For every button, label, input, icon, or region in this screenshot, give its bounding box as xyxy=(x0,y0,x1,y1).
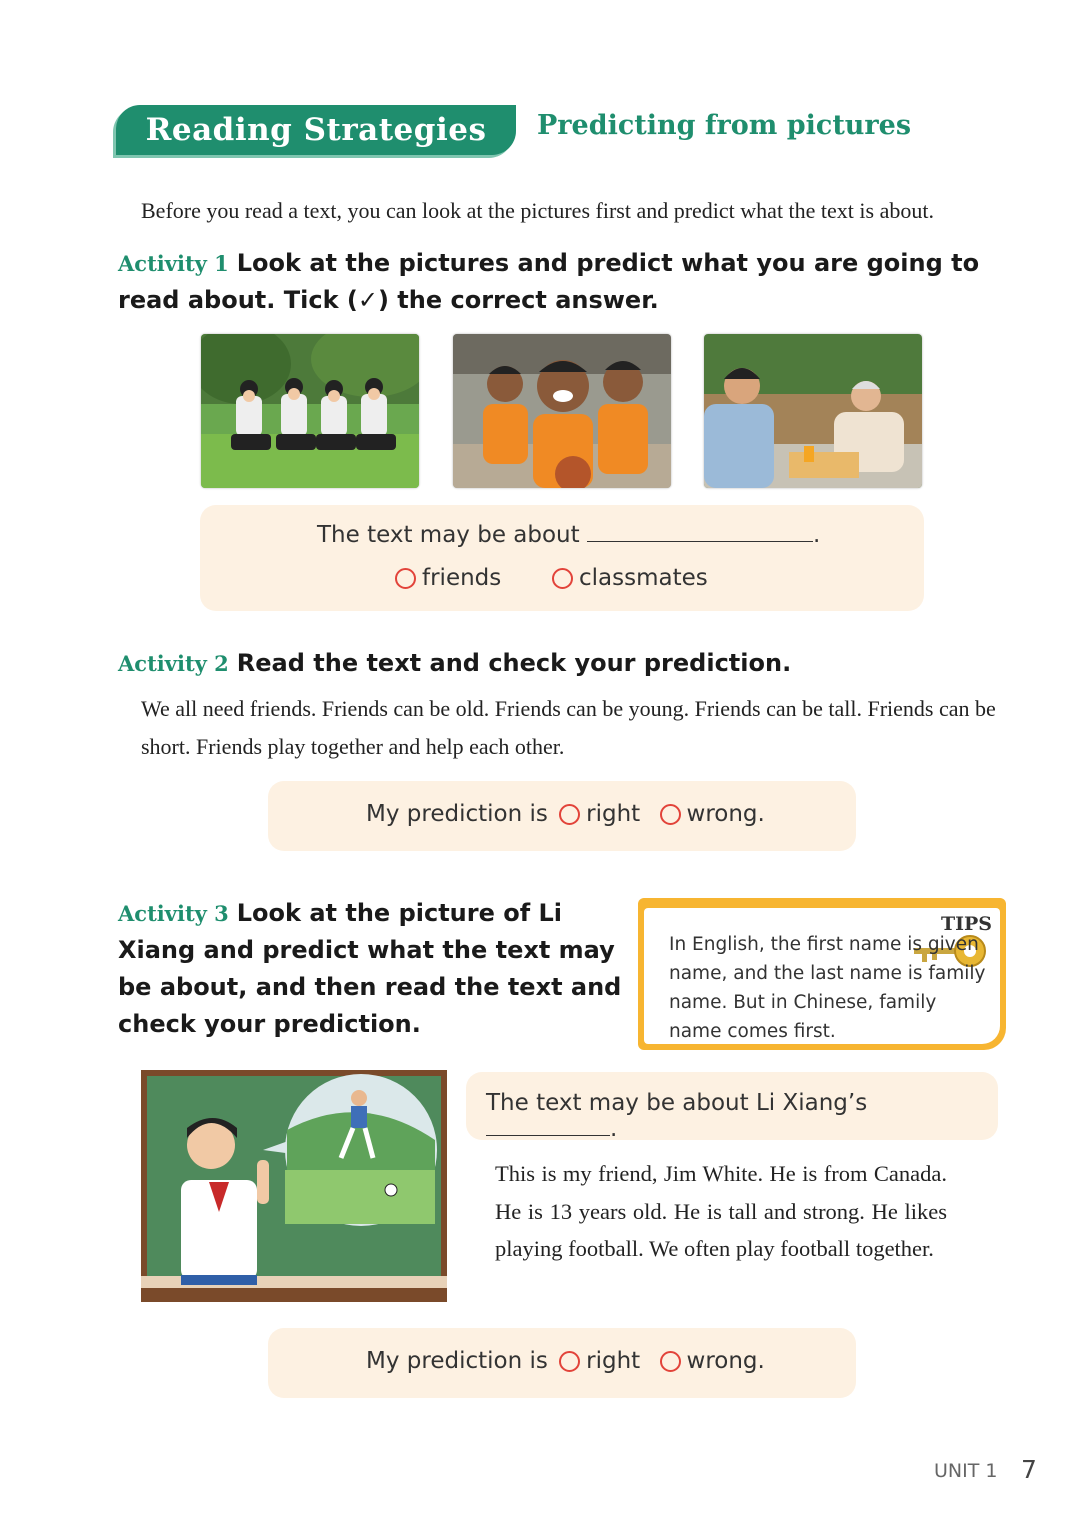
activity1-heading xyxy=(118,245,998,319)
radio-circle-icon[interactable] xyxy=(559,1351,580,1372)
activity2-tag: Activity 2 xyxy=(118,651,229,676)
activity1-instruction: Look at the pictures and predict what you are going to read about. Tick (✓) the correct answer. xyxy=(118,249,980,314)
radio-circle-icon[interactable] xyxy=(395,568,416,589)
option-classmates-label: classmates xyxy=(579,565,708,591)
activity3-tag: Activity 3 xyxy=(118,901,229,926)
tips-text: In English, the first name is given name, and the last name is family name. But in Chinese, family name comes first. xyxy=(669,934,986,1042)
activity1-prompt-line: The text may be about . xyxy=(317,522,821,548)
tips-box xyxy=(638,898,1006,1050)
activity3-prediction-line xyxy=(366,1348,765,1374)
radio-circle-icon[interactable] xyxy=(552,568,573,589)
children-laughing-photo xyxy=(453,334,671,488)
section-subtitle: Predicting from pictures xyxy=(537,110,912,141)
activity2-text: We all need friends. Friends can be old. Friends can be young. Friends can be tall. Friends can be short. Friends play together and help each other. xyxy=(141,696,996,759)
prediction-label: My prediction is xyxy=(366,1348,548,1374)
page-number: 7 xyxy=(1021,1455,1037,1484)
option-wrong[interactable]: wrong. xyxy=(686,1348,765,1374)
activity3-text: This is my friend, Jim White. He is from Canada. He is 13 years old. He is tall and strong. He likes playing football. We often play football together. xyxy=(495,1161,947,1261)
option-wrong[interactable]: wrong. xyxy=(686,801,765,827)
option-right[interactable]: right xyxy=(586,1348,641,1374)
option-classmates[interactable] xyxy=(552,565,708,591)
radio-circle-icon[interactable] xyxy=(559,804,580,825)
activity1-blank[interactable] xyxy=(587,541,813,542)
radio-circle-icon[interactable] xyxy=(660,804,681,825)
option-right[interactable]: right xyxy=(586,801,641,827)
option-friends[interactable] xyxy=(395,565,501,591)
tips-title: TIPS xyxy=(940,913,992,935)
activity2-instruction: Read the text and check your prediction. xyxy=(236,649,792,677)
activity3-prompt: The text may be about Li Xiang’s xyxy=(486,1090,868,1116)
li-xiang-illustration xyxy=(141,1070,447,1302)
intro-text: Before you read a text, you can look at the pictures first and predict what the text is about. xyxy=(141,198,934,223)
men-playing-chess-photo xyxy=(704,334,922,488)
students-reading-photo xyxy=(201,334,419,488)
section-title: Reading Strategies xyxy=(145,112,487,148)
footer-unit: UNIT 1 xyxy=(934,1460,998,1482)
tips-inner xyxy=(644,908,1000,1044)
activity3-prompt-box xyxy=(466,1072,998,1140)
section-banner xyxy=(116,105,516,155)
activity2-prediction-box xyxy=(268,781,856,851)
prediction-label: My prediction is xyxy=(366,801,548,827)
activity1-prompt: The text may be about xyxy=(317,522,580,548)
radio-circle-icon[interactable] xyxy=(660,1351,681,1372)
activity3-blank[interactable] xyxy=(486,1135,610,1136)
activity3-heading xyxy=(118,895,628,1043)
activity1-tag: Activity 1 xyxy=(118,251,229,276)
activity3-instruction: Look at the picture of Li Xiang and predict what the text may be about, and then read the text and check your prediction. xyxy=(118,899,622,1038)
activity2-prediction-line xyxy=(366,801,765,827)
activity2-heading xyxy=(118,645,998,682)
activity3-prediction-box xyxy=(268,1328,856,1398)
activity3-prompt-line: The text may be about Li Xiang’s . xyxy=(486,1090,868,1142)
option-friends-label: friends xyxy=(422,565,502,591)
activity1-answer-box xyxy=(200,505,924,611)
